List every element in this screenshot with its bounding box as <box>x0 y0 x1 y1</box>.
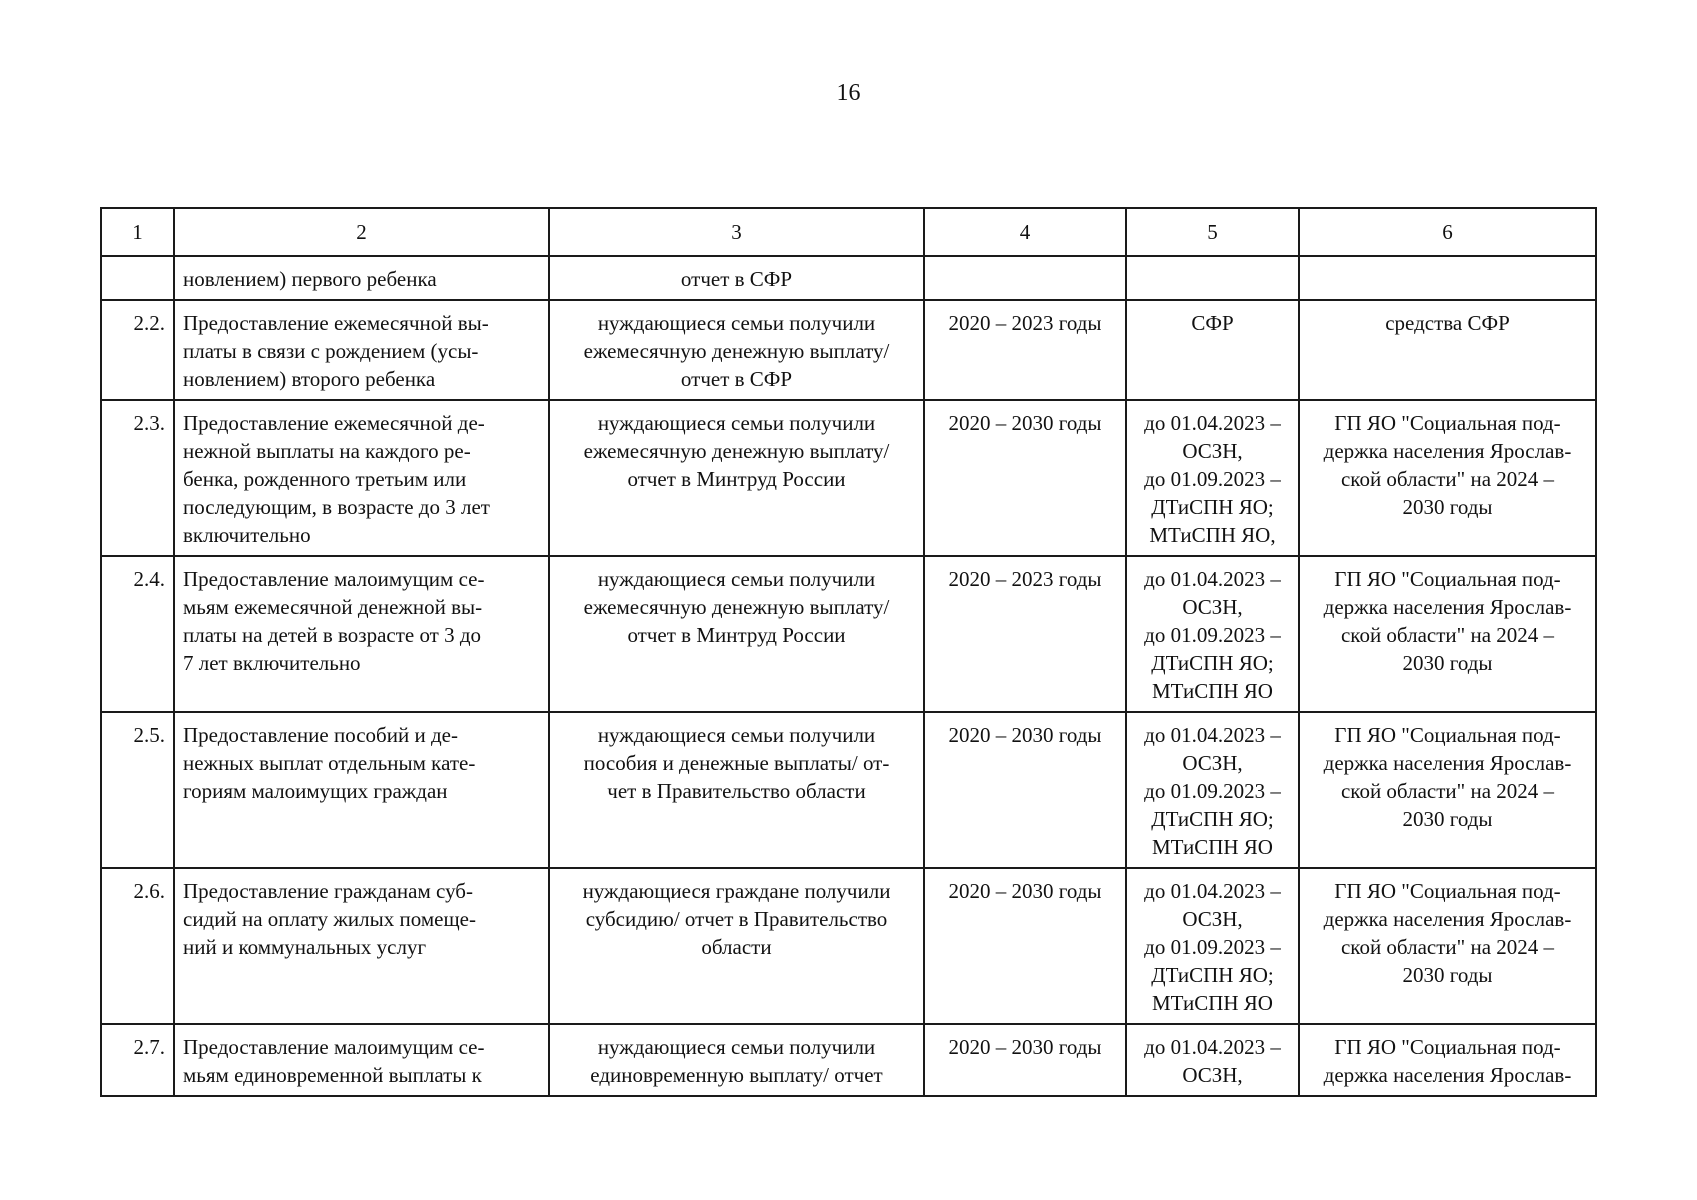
measure-name-cell <box>174 556 549 712</box>
cell-text-line: Предоставление ежемесячной вы- <box>183 311 489 335</box>
cell-text-line: ДТиСПН ЯО; <box>1151 495 1274 519</box>
cell-text-line: 2030 годы <box>1402 651 1493 675</box>
executor-cell <box>1126 256 1299 300</box>
cell-text-line: держка населения Ярослав- <box>1323 595 1572 619</box>
cell-text-line: Предоставление пособий и де- <box>183 723 458 747</box>
measure-name-cell <box>174 1024 549 1096</box>
cell-text-line: мьям ежемесячной денежной вы- <box>183 595 483 619</box>
executor-cell <box>1126 300 1299 400</box>
cell-text-line: МТиСПН ЯО <box>1152 835 1273 859</box>
cell-text-line: до 01.04.2023 – <box>1144 723 1281 747</box>
header-cell-6: 6 <box>1299 208 1596 256</box>
measure-name-cell <box>174 400 549 556</box>
cell-text-line: 2020 – 2030 годы <box>948 723 1102 747</box>
cell-text-line: субсидию/ отчет в Правительство <box>585 907 888 931</box>
measure-name-cell <box>174 300 549 400</box>
cell-text-line: отчет в Минтруд России <box>627 467 846 491</box>
cell-text-line: области <box>701 935 772 959</box>
cell-text-line: ГП ЯО "Социальная под- <box>1334 567 1561 591</box>
cell-text-line: ГП ЯО "Социальная под- <box>1334 879 1561 903</box>
cell-text-line: нуждающиеся семьи получили <box>597 567 876 591</box>
cell-text-line: 2020 – 2030 годы <box>948 411 1102 435</box>
funding-source-cell <box>1299 712 1596 868</box>
cell-text-line: 2020 – 2023 годы <box>948 567 1102 591</box>
cell-text-line: ГП ЯО "Социальная под- <box>1334 411 1561 435</box>
cell-text-line: до 01.04.2023 – <box>1144 411 1281 435</box>
cell-text-line: до 01.09.2023 – <box>1144 935 1281 959</box>
result-cell <box>549 1024 924 1096</box>
item-number-cell <box>101 256 174 300</box>
cell-text-line: нежных выплат отдельным кате- <box>183 751 476 775</box>
item-number-cell: 2.6. <box>101 868 174 1024</box>
cell-text-line: 2030 годы <box>1402 807 1493 831</box>
cell-text-line: ской области" на 2024 – <box>1340 467 1555 491</box>
cell-text-line: ДТиСПН ЯО; <box>1151 963 1274 987</box>
cell-text-line: ГП ЯО "Социальная под- <box>1334 1035 1561 1059</box>
item-number-cell: 2.5. <box>101 712 174 868</box>
cell-text-line: Предоставление ежемесячной де- <box>183 411 485 435</box>
funding-source-cell <box>1299 556 1596 712</box>
funding-source-cell <box>1299 256 1596 300</box>
cell-text-line: ДТиСПН ЯО; <box>1151 807 1274 831</box>
cell-text-line: нежной выплаты на каждого ре- <box>183 439 471 463</box>
cell-text-line: ОСЗН, <box>1182 1063 1243 1087</box>
result-cell <box>549 300 924 400</box>
period-cell <box>924 1024 1126 1096</box>
period-cell <box>924 712 1126 868</box>
cell-text-line: ДТиСПН ЯО; <box>1151 651 1274 675</box>
cell-text-line: держка населения Ярослав- <box>1323 439 1572 463</box>
executor-cell <box>1126 400 1299 556</box>
cell-text-line: нуждающиеся семьи получили <box>597 1035 876 1059</box>
cell-text-line: нуждающиеся семьи получили <box>597 311 876 335</box>
measure-name-cell <box>174 868 549 1024</box>
cell-text-line: отчет в СФР <box>680 367 793 391</box>
result-cell <box>549 868 924 1024</box>
cell-text-line: 2030 годы <box>1402 495 1493 519</box>
cell-text-line: МТиСПН ЯО <box>1152 679 1273 703</box>
cell-text-line: пособия и денежные выплаты/ от- <box>583 751 890 775</box>
cell-text-line: 2020 – 2023 годы <box>948 311 1102 335</box>
funding-source-cell <box>1299 1024 1596 1096</box>
cell-text-line: Предоставление малоимущим се- <box>183 567 485 591</box>
cell-text-line: гориям малоимущих граждан <box>183 779 448 803</box>
cell-text-line: 7 лет включительно <box>183 651 361 675</box>
item-number-cell: 2.3. <box>101 400 174 556</box>
table-row <box>101 712 1596 868</box>
cell-text-line: держка населения Ярослав- <box>1323 1063 1572 1087</box>
cell-text-line: до 01.04.2023 – <box>1144 879 1281 903</box>
cell-text-line: держка населения Ярослав- <box>1323 751 1572 775</box>
cell-text-line: платы в связи с рождением (усы- <box>183 339 479 363</box>
cell-text-line: 2030 годы <box>1402 963 1493 987</box>
period-cell <box>924 556 1126 712</box>
period-cell <box>924 868 1126 1024</box>
table-row <box>101 300 1596 400</box>
cell-text-line: нуждающиеся семьи получили <box>597 723 876 747</box>
cell-text-line: СФР <box>1191 311 1234 335</box>
cell-text-line: держка населения Ярослав- <box>1323 907 1572 931</box>
cell-text-line: до 01.09.2023 – <box>1144 623 1281 647</box>
cell-text-line: отчет в СФР <box>680 267 793 291</box>
item-number-cell: 2.2. <box>101 300 174 400</box>
executor-cell <box>1126 556 1299 712</box>
cell-text-line: ний и коммунальных услуг <box>183 935 427 959</box>
header-cell-4: 4 <box>924 208 1126 256</box>
table-header-row <box>101 208 1596 256</box>
cell-text-line: ОСЗН, <box>1182 595 1243 619</box>
cell-text-line: ОСЗН, <box>1182 439 1243 463</box>
cell-text-line: ской области" на 2024 – <box>1340 779 1555 803</box>
cell-text-line: отчет в Минтруд России <box>627 623 846 647</box>
result-cell <box>549 556 924 712</box>
table-row <box>101 1024 1596 1096</box>
cell-text-line: до 01.09.2023 – <box>1144 467 1281 491</box>
cell-text-line: ГП ЯО "Социальная под- <box>1334 723 1561 747</box>
header-cell-2: 2 <box>174 208 549 256</box>
cell-text-line: средства СФР <box>1385 311 1510 335</box>
result-cell <box>549 712 924 868</box>
item-number-cell: 2.7. <box>101 1024 174 1096</box>
item-number-cell: 2.4. <box>101 556 174 712</box>
funding-source-cell <box>1299 868 1596 1024</box>
cell-text-line: ежемесячную денежную выплату/ <box>583 339 890 363</box>
cell-text-line: новлением) первого ребенка <box>183 267 437 291</box>
executor-cell <box>1126 712 1299 868</box>
header-cell-1: 1 <box>101 208 174 256</box>
result-cell <box>549 256 924 300</box>
result-cell <box>549 400 924 556</box>
cell-text-line: бенка, рожденного третьим или <box>183 467 467 491</box>
header-cell-3: 3 <box>549 208 924 256</box>
cell-text-line: Предоставление малоимущим се- <box>183 1035 485 1059</box>
cell-text-line: платы на детей в возрасте от 3 до <box>183 623 482 647</box>
cell-text-line: МТиСПН ЯО, <box>1149 523 1276 547</box>
cell-text-line: до 01.09.2023 – <box>1144 779 1281 803</box>
cell-text-line: до 01.04.2023 – <box>1144 567 1281 591</box>
table-row <box>101 400 1596 556</box>
table-row <box>101 256 1596 300</box>
period-cell <box>924 400 1126 556</box>
measure-name-cell <box>174 256 549 300</box>
cell-text-line: мьям единовременной выплаты к <box>183 1063 482 1087</box>
cell-text-line: единовременную выплату/ отчет <box>590 1063 883 1087</box>
cell-text-line: 2020 – 2030 годы <box>948 1035 1102 1059</box>
period-cell <box>924 256 1126 300</box>
cell-text-line: нуждающиеся семьи получили <box>597 411 876 435</box>
cell-text-line: новлением) второго ребенка <box>183 367 436 391</box>
cell-text-line: ежемесячную денежную выплату/ <box>583 439 890 463</box>
funding-source-cell <box>1299 300 1596 400</box>
funding-source-cell <box>1299 400 1596 556</box>
cell-text-line: включительно <box>183 523 311 547</box>
cell-text-line: чет в Правительство области <box>607 779 866 803</box>
cell-text-line: ской области" на 2024 – <box>1340 935 1555 959</box>
measures-table <box>100 207 1597 1097</box>
cell-text-line: МТиСПН ЯО <box>1152 991 1273 1015</box>
cell-text-line: сидий на оплату жилых помеще- <box>183 907 476 931</box>
table-row <box>101 868 1596 1024</box>
cell-text-line: ОСЗН, <box>1182 751 1243 775</box>
executor-cell <box>1126 868 1299 1024</box>
cell-text-line: ской области" на 2024 – <box>1340 623 1555 647</box>
measure-name-cell <box>174 712 549 868</box>
page-number: 16 <box>836 80 861 106</box>
cell-text-line: Предоставление гражданам суб- <box>183 879 473 903</box>
cell-text-line: ОСЗН, <box>1182 907 1243 931</box>
cell-text-line: до 01.04.2023 – <box>1144 1035 1281 1059</box>
period-cell <box>924 300 1126 400</box>
cell-text-line: 2020 – 2030 годы <box>948 879 1102 903</box>
cell-text-line: нуждающиеся граждане получили <box>582 879 891 903</box>
header-cell-5: 5 <box>1126 208 1299 256</box>
cell-text-line: последующим, в возрасте до 3 лет <box>183 495 490 519</box>
table-row <box>101 556 1596 712</box>
executor-cell <box>1126 1024 1299 1096</box>
cell-text-line: ежемесячную денежную выплату/ <box>583 595 890 619</box>
